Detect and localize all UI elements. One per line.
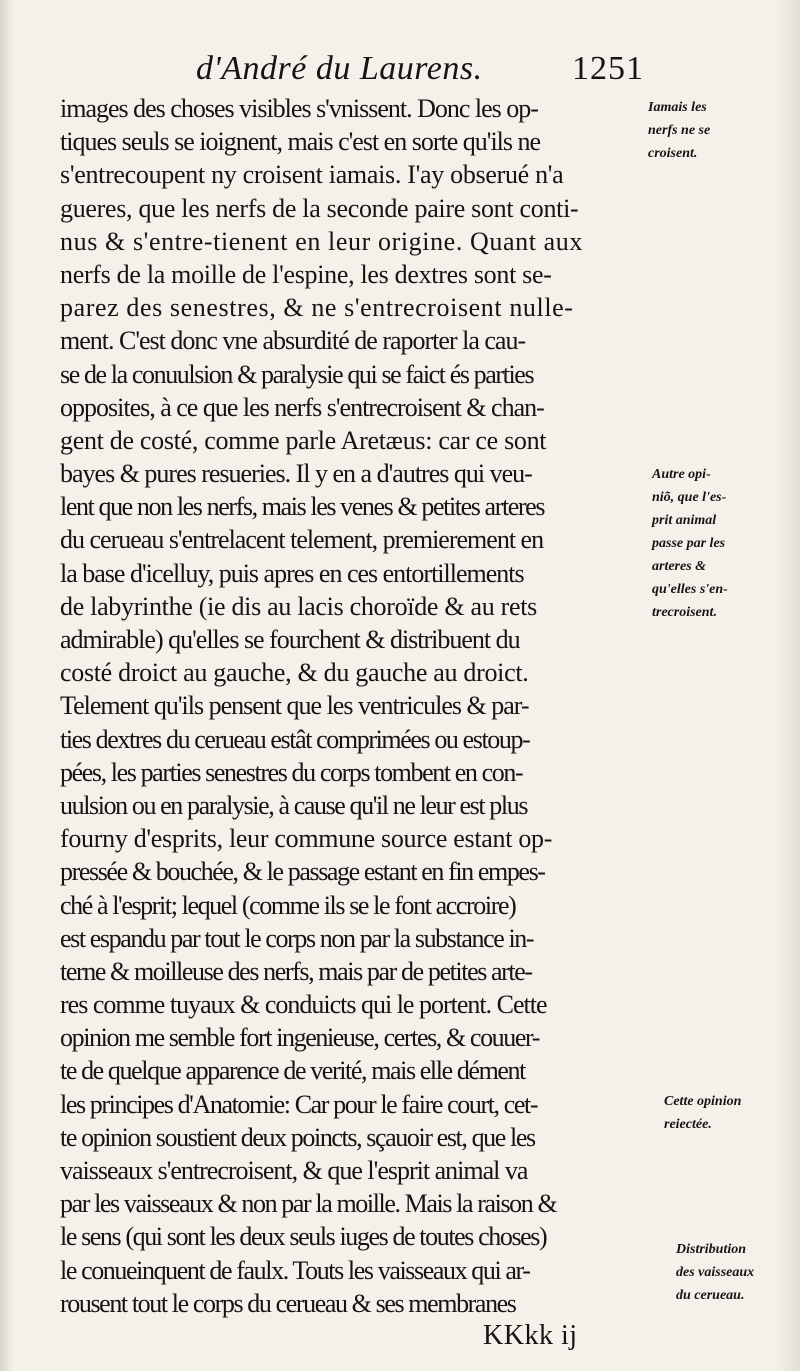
text-line: le sens (qui sont les deux seuls iuges de toutes choses) — [60, 1222, 547, 1252]
text-line: terne & moilleuse des nerfs, mais par de petites arte- — [60, 956, 532, 986]
page-number: 1251 — [572, 50, 644, 87]
text-line: ties dextres du cerueau estât comprimées ou estoup- — [60, 724, 530, 754]
margin-note-line: reiectée. — [664, 1117, 712, 1132]
margin-note-line: Cette opinion — [664, 1094, 742, 1109]
text-line: s'entrecoupent ny croisent iamais. I'ay obserué n'a — [60, 160, 564, 190]
text-line: rousent tout le corps du cerueau & ses membranes — [60, 1288, 516, 1318]
margin-note-line: niõ, que l'es- — [652, 490, 727, 505]
text-line: ment. C'est donc vne absurdité de raporter la cau- — [60, 326, 526, 356]
margin-note — [664, 1090, 741, 1136]
margin-note-line: trecroisent. — [652, 605, 717, 620]
margin-note-line: prit animal — [652, 513, 717, 528]
margin-note-line: qu'elles s'en- — [652, 582, 728, 597]
text-line: costé droict au gauche, & du gauche au droict. — [60, 658, 529, 688]
margin-note-line: des vaisseaux — [676, 1265, 755, 1280]
text-line: opposites, à ce que les nerfs s'entrecroisent & chan- — [60, 392, 544, 422]
text-line: fourny d'esprits, leur commune source estant op- — [60, 824, 553, 854]
text-line: lent que non les nerfs, mais les venes & petites arteres — [60, 492, 545, 522]
text-line: les principes d'Anatomie: Car pour le faire court, cet- — [60, 1089, 538, 1119]
text-line: le conueinquent de faulx. Touts les vaisseaux qui ar- — [60, 1255, 530, 1285]
text-line: du cerueau s'entrelacent telement, premierement en — [60, 525, 544, 555]
text-line: ché à l'esprit; lequel (comme ils se le font accroire) — [60, 890, 516, 920]
margin-note-line: nerfs ne se — [648, 123, 711, 138]
text-line: pressée & bouchée, & le passage estant en fin empes- — [60, 857, 545, 887]
text-line: nus & s'entre-tienent en leur origine. Quant aux — [60, 226, 584, 256]
margin-note — [648, 96, 710, 165]
text-line: se de la conuulsion & paralysie qui se faict és parties — [60, 359, 534, 389]
margin-note-line: croisent. — [648, 146, 698, 161]
signature-mark: KKkk ij — [483, 1320, 578, 1351]
text-line: admirable) qu'elles se fourchent & distribuent du — [60, 625, 520, 654]
running-head: d'André du Laurens. — [196, 50, 483, 87]
text-line: nerfs de la moille de l'espine, les dextres sont se- — [60, 259, 552, 289]
margin-note-line: du cerueau. — [676, 1288, 745, 1303]
margin-note-line: Autre opi- — [652, 467, 711, 482]
text-line: te de quelque apparence de verité, mais elle dément — [60, 1056, 525, 1086]
text-line: res comme tuyaux & conduicts qui le portent. Cette — [60, 990, 547, 1020]
text-line: de labyrinthe (ie dis au lacis choroïde & au rets — [60, 591, 537, 621]
margin-note-line: Distribution — [676, 1242, 747, 1257]
text-line: uulsion ou en paralysie, à cause qu'il ne leur est plus — [60, 790, 528, 820]
text-line: Telement qu'ils pensent que les ventricules & par- — [60, 691, 529, 721]
text-line: tiques seuls se ioignent, mais c'est en sorte qu'ils ne — [60, 127, 541, 157]
text-line: gueres, que les nerfs de la seconde paire sont conti- — [60, 193, 579, 223]
margin-note — [652, 463, 728, 624]
margin-note-line: passe par les — [652, 536, 726, 551]
text-line: la base d'icelluy, puis apres en ces entortillements — [60, 558, 524, 588]
text-line: images des choses visibles s'vnissent. Donc les op- — [60, 94, 538, 123]
text-line: vaisseaux s'entrecroisent, & que l'esprit animal va — [60, 1156, 528, 1185]
text-line: pées, les parties senestres du corps tombent en con- — [60, 757, 523, 787]
text-line: te opinion soustient deux poincts, sçauoir est, que les — [60, 1122, 535, 1152]
body-text — [60, 92, 665, 1320]
text-line: par les vaisseaux & non par la moille. Mais la raison & — [60, 1189, 557, 1219]
margin-note-line: Iamais les — [648, 100, 707, 115]
text-line: parez des senestres, & ne s'entrecroisent nulle- — [60, 293, 574, 323]
margin-note-line: arteres & — [652, 559, 707, 574]
text-line: opinion me semble fort ingenieuse, certes, & couuer- — [60, 1023, 540, 1053]
text-line: bayes & pures resueries. Il y en a d'autres qui veu- — [60, 459, 532, 489]
text-line: est espandu par tout le corps non par la substance in- — [60, 923, 534, 953]
text-line: gent de costé, comme parle Aretæus: car ce sont — [60, 425, 547, 455]
margin-note — [676, 1238, 754, 1307]
